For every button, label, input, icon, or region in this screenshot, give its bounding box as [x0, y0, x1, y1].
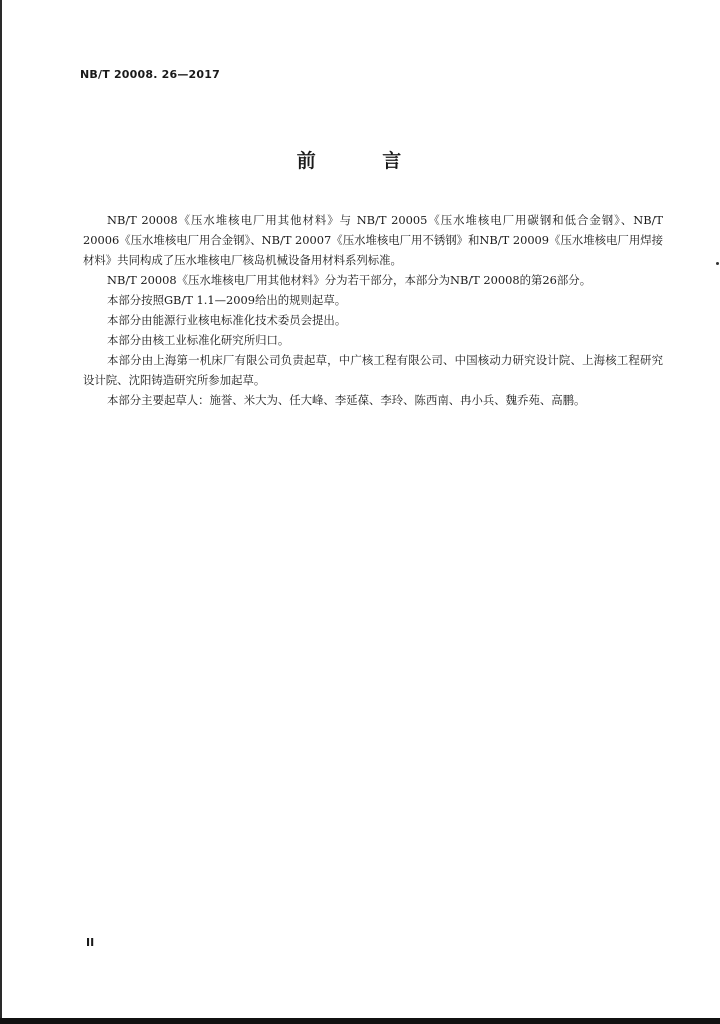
- paragraph-drafting-organizations: 本部分由上海第一机床厂有限公司负责起草，中广核工程有限公司、中国核动力研究设计院、上海核工程研究设计院、沈阳铸造研究所参加起草。: [83, 353, 663, 387]
- foreword-body: [83, 210, 663, 410]
- paragraph-part-statement: NB/T 20008《压水堆核电厂用其他材料》分为若干部分，本部分为NB/T 20008的第26部分。: [107, 273, 592, 287]
- standard-code-header: NB/T 20008. 26—2017: [80, 68, 220, 81]
- page-number: II: [86, 936, 95, 949]
- paragraph-main-drafters: 本部分主要起草人：施誉、米大为、任大峰、李延葆、李玲、陈西南、冉小兵、魏乔苑、高鹏。: [107, 393, 586, 407]
- scan-speck: [716, 262, 719, 265]
- scan-bottom-edge: [0, 1018, 720, 1024]
- page-title: 前 言: [296, 150, 432, 172]
- paragraph-proposer: 本部分由能源行业核电标准化技术委员会提出。: [107, 313, 347, 327]
- paragraph-series-intro: NB/T 20008《压水堆核电厂用其他材料》与 NB/T 20005《压水堆核电厂用碳钢和低合金钢》、NB/T 20006《压水堆核电厂用合金钢》、NB/T 20007《压水堆核电厂用不锈钢》和NB/T 20009《压水堆核电厂用焊接材料》共同构成了压水堆核电厂核岛机械设备用材料系列标准。: [83, 213, 663, 267]
- paragraph-centralized-by: 本部分由核工业标准化研究所归口。: [107, 333, 290, 347]
- paragraph-drafting-rules: 本部分按照GB/T 1.1—2009给出的规则起草。: [107, 293, 347, 307]
